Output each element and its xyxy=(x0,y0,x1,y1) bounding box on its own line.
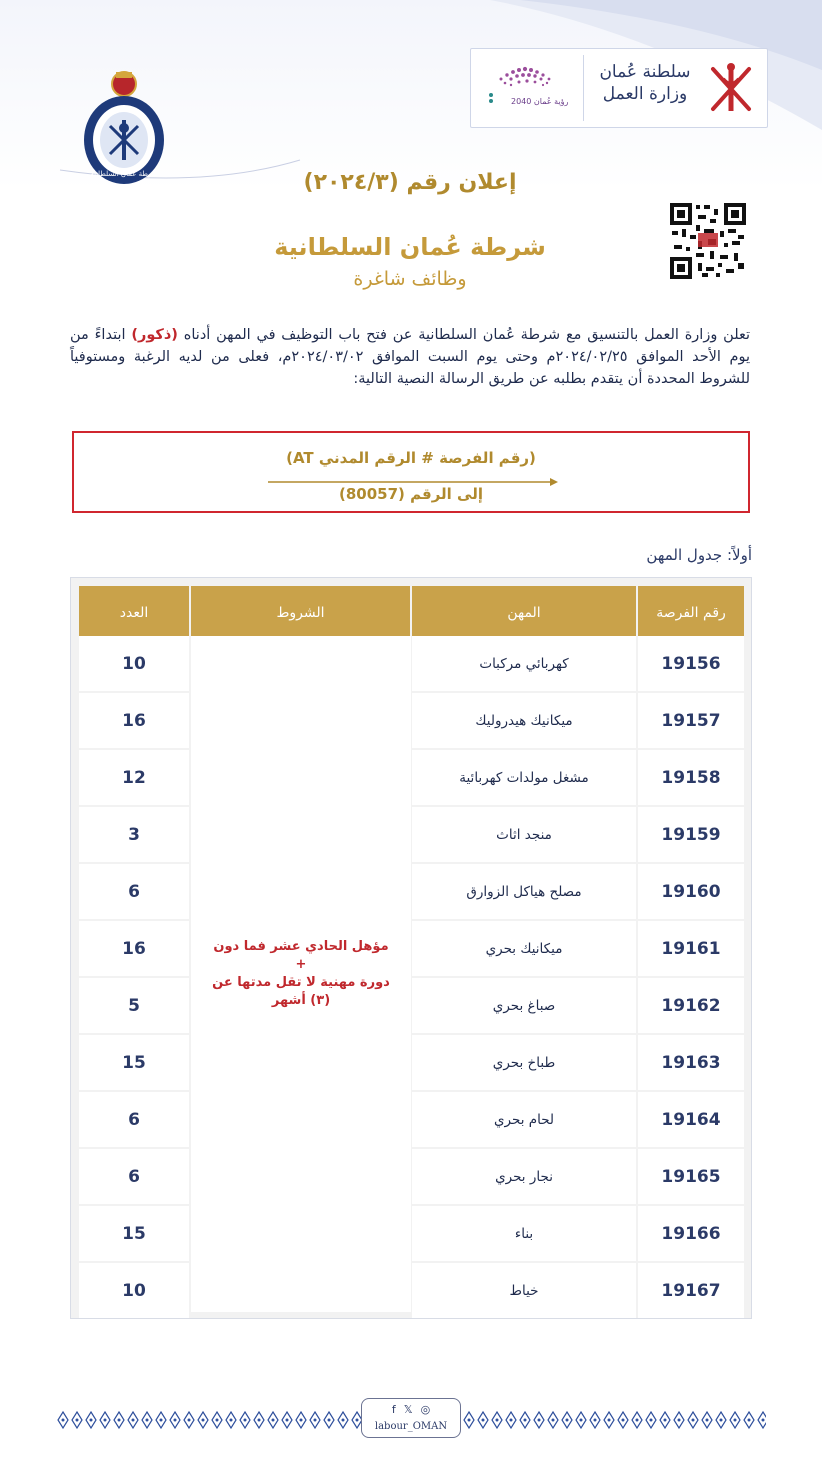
sms-format: (رقم الفرصة # الرقم المدني AT) xyxy=(286,449,536,467)
condition-plus: + xyxy=(295,957,307,972)
row-id: 19167 xyxy=(638,1263,744,1318)
vision-2040-logo-icon xyxy=(481,57,577,119)
header-job: المهن xyxy=(412,586,636,640)
row-count: 12 xyxy=(79,750,189,805)
row-count: 6 xyxy=(79,1149,189,1204)
condition-line1: مؤهل الحادي عشر فما دون xyxy=(213,939,389,954)
intro-paragraph xyxy=(70,324,750,390)
row-count: 10 xyxy=(79,636,189,691)
row-count: 5 xyxy=(79,978,189,1033)
row-job: ميكانيك هيدروليك xyxy=(412,693,636,748)
row-id: 19159 xyxy=(638,807,744,862)
organization-title: شرطة عُمان السلطانية xyxy=(274,233,546,261)
social-handle[interactable]: labour_OMAN xyxy=(374,1421,448,1432)
row-job: صباغ بحري xyxy=(412,978,636,1033)
row-job: مصلح هياكل الزوارق xyxy=(412,864,636,919)
row-count: 6 xyxy=(79,864,189,919)
row-count: 16 xyxy=(79,921,189,976)
header-conditions: الشروط xyxy=(191,586,410,640)
instagram-icon[interactable]: ◎ xyxy=(420,1403,431,1416)
row-id: 19166 xyxy=(638,1206,744,1261)
announcement-number: إعلان رقم (٢٠٢٤/٣) xyxy=(303,170,517,195)
row-count: 16 xyxy=(79,693,189,748)
row-job: منجد اثاث xyxy=(412,807,636,862)
police-emblem-icon xyxy=(76,68,172,186)
row-count: 10 xyxy=(79,1263,189,1318)
section-title: أولاً: جدول المهن xyxy=(646,546,752,564)
row-id: 19156 xyxy=(638,636,744,691)
police-logo-text: شرطة عمان السلطانية xyxy=(90,170,158,178)
ministry-name-line1: سلطنة عُمان xyxy=(599,62,691,82)
row-id: 19158 xyxy=(638,750,744,805)
row-job: نجار بحري xyxy=(412,1149,636,1204)
row-count: 15 xyxy=(79,1206,189,1261)
logo-divider xyxy=(583,55,584,121)
sms-instruction-box xyxy=(72,431,750,513)
vacancies-subtitle: وظائف شاغرة xyxy=(353,268,467,290)
vision-logo-text: رؤية عُمان 2040 xyxy=(511,97,569,106)
intro-part2: ابتداءً من يوم الأحد الموافق ٢٠٢٤/٠٢/٢٥م وحتى يوم السبت الموافق ٢٠٢٤/٠٣/٠٢م، فعلى من لديه الرغبة ومستوفياً للشروط المحددة أن يتقدم بطلبه عن طريق الرسالة النصية التالية: xyxy=(70,327,751,387)
row-id: 19162 xyxy=(638,978,744,1033)
x-icon[interactable]: 𝕏 xyxy=(403,1403,413,1416)
facebook-icon[interactable]: f xyxy=(391,1403,396,1416)
header-count: العدد xyxy=(79,586,189,640)
oman-national-emblem-icon xyxy=(705,59,757,117)
row-id: 19160 xyxy=(638,864,744,919)
intro-gender: (ذكور) xyxy=(131,327,178,343)
ministry-logo-box xyxy=(470,48,768,128)
row-job: مشغل مولدات كهربائية xyxy=(412,750,636,805)
row-id: 19163 xyxy=(638,1035,744,1090)
row-count: 15 xyxy=(79,1035,189,1090)
row-id: 19165 xyxy=(638,1149,744,1204)
row-id: 19161 xyxy=(638,921,744,976)
jobs-table xyxy=(70,577,752,1319)
condition-line3: (٣) أشهر xyxy=(271,993,331,1008)
ministry-name-line2: وزارة العمل xyxy=(602,84,688,104)
row-job: ميكانيك بحري xyxy=(412,921,636,976)
ministry-name xyxy=(593,61,697,105)
row-count: 6 xyxy=(79,1092,189,1147)
row-job: خياط xyxy=(412,1263,636,1318)
qr-code-icon[interactable] xyxy=(668,201,748,281)
conditions-cell xyxy=(191,636,411,1312)
row-job: لحام بحري xyxy=(412,1092,636,1147)
social-box xyxy=(361,1398,461,1438)
row-id: 19157 xyxy=(638,693,744,748)
row-job: طباخ بحري xyxy=(412,1035,636,1090)
intro-part1: تعلن وزارة العمل بالتنسيق مع شرطة عُمان السلطانية عن فتح باب التوظيف في المهن أدناه xyxy=(183,327,751,343)
row-job: كهربائي مركبات xyxy=(412,636,636,691)
condition-line2: دورة مهنية لا تقل مدتها عن xyxy=(212,975,390,990)
header-id: رقم الفرصة xyxy=(638,586,744,640)
sms-destination: إلى الرقم (80057) xyxy=(339,485,483,503)
row-id: 19164 xyxy=(638,1092,744,1147)
social-icons xyxy=(362,1403,460,1416)
row-job: بناء xyxy=(412,1206,636,1261)
row-count: 3 xyxy=(79,807,189,862)
